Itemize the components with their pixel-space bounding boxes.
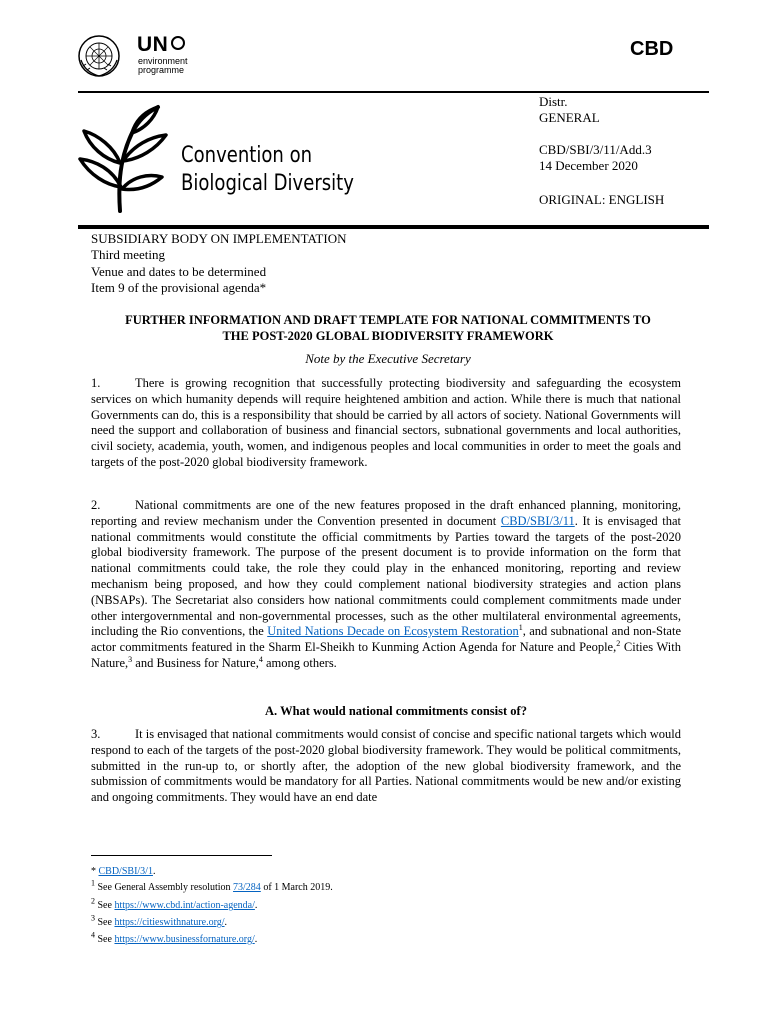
footnote-ref: 1 (518, 623, 523, 633)
paragraph-3 (91, 727, 681, 806)
distr-label: Distr. (539, 94, 568, 109)
footnote-mark: 3 (91, 913, 95, 923)
cbd-code: CBD (630, 38, 674, 60)
section-heading-a: A. What would national commitments consist of? (265, 704, 527, 718)
footnote-1 (91, 878, 333, 894)
document-title (91, 312, 685, 344)
link-cities-with-nature[interactable]: https://citieswithnature.org/ (114, 917, 225, 928)
footnote-separator (91, 855, 272, 856)
footnote-ref: 3 (128, 654, 133, 664)
link-cbd-action-agenda[interactable]: https://www.cbd.int/action-agenda/ (114, 900, 255, 911)
paragraph-1 (91, 376, 681, 471)
footnote-asterisk (91, 866, 155, 878)
original-language: ORIGINAL: ENGLISH (539, 192, 665, 207)
paragraph-text: National commitments are one of the new features proposed in the draft enhanced planning, monitoring, reporting and review mechanism under the Convention presented in document (91, 498, 681, 528)
header-rule-top (78, 91, 709, 93)
paragraph-text: , and subnational and non-State actor commitments featured in the Sharm El-Sheikh to Kunming Action Agenda for Nature and People, (91, 624, 681, 655)
cbd-plant-logo-icon (74, 103, 170, 213)
link-business-for-nature[interactable]: https://www.businessfornature.org/ (114, 934, 255, 945)
footnote-text: See (95, 917, 115, 928)
footnote-text: . (254, 934, 258, 945)
footnote-4 (91, 930, 258, 946)
footnote-text: See (95, 934, 115, 945)
link-cbd-sbi-3-1[interactable]: CBD/SBI/3/1 (98, 866, 153, 877)
distribution-value: GENERAL (539, 110, 600, 125)
footnote-mark: * (91, 866, 99, 877)
un-environment-line2: programme (138, 65, 185, 75)
meeting-venue: Venue and dates to be determined (91, 264, 267, 279)
link-cbd-sbi-3-11[interactable]: CBD/SBI/3/11 (500, 513, 575, 528)
paragraph-text: among others. (262, 655, 337, 670)
footnote-text: See (95, 900, 115, 911)
un-environment-line1: environment (138, 56, 188, 66)
footnote-mark: 4 (91, 930, 95, 940)
document-date: 14 December 2020 (539, 158, 638, 173)
footnote-mark: 1 (91, 878, 95, 888)
paragraph-2 (91, 498, 681, 672)
paragraph-text: It is envisaged that national commitments would consist of concise and specific national targets which would respond to each of the targets of the post-2020 global biodiversity framework. They would be political commitments, submitted in the run-up to, or shortly after, the adoption of the new global biodiversity framework, and the submission of commitments would be mandatory for all Parties. National commitments would be new and/or existing and ongoing commitments. They would have an end date (91, 727, 681, 805)
paragraph-number: 3. (91, 727, 101, 741)
convention-name-line1: Convention on (181, 143, 313, 168)
convention-name-line2: Biological Diversity (181, 171, 354, 196)
footnote-text: of 1 March 2019. (260, 882, 333, 893)
meeting-agenda-item: Item 9 of the provisional agenda* (91, 280, 267, 295)
paragraph-text: Cities With Nature, (91, 640, 681, 670)
footnote-text: . (224, 917, 228, 928)
paragraph-text: . It is envisaged that national commitments would constitute the official commitments by Parties toward the targets of the post-2020 global biodiversity framework. The purpose of the present document is to provide information on the form that national commitments could take, the role they could play in the enhanced monitoring, reporting and review mechanism being proposed, and how they could complement national biodiversity strategies and action plans (NBSAPs). The Secretariat also considers how national commitments could complement commitments made under other intergovernmental and non-governmental processes, such as the other multilateral environmental agreements, including the Rio conventions, the (91, 513, 681, 639)
footnote-2 (91, 896, 258, 912)
footnote-ref: 2 (616, 639, 621, 649)
meeting-body: SUBSIDIARY BODY ON IMPLEMENTATION (91, 231, 347, 246)
note-by-secretary: Note by the Executive Secretary (305, 351, 471, 366)
un-wordmark: UN (137, 34, 185, 55)
paragraph-text: and Business for Nature, (132, 655, 259, 670)
paragraph-text: There is growing recognition that successfully protecting biodiversity and safeguarding the ecosystem services on which humanity depends will require heightened ambition and action. While there is much that national Governments can do, this is a responsibility that should be carried by all actors of society. National Governments will need the support and collaboration of business and financial sectors, subnational governments and local authorities, civil society, academia, youth, women, and indigenous peoples and local communities in order to meet the goals and targets of the post-2020 global biodiversity framework. (91, 376, 681, 469)
footnote-text: . (254, 900, 258, 911)
meeting-session: Third meeting (91, 247, 166, 262)
paragraph-number: 1. (91, 376, 101, 390)
footnote-text: See General Assembly resolution (95, 882, 234, 893)
footnote-3 (91, 913, 228, 929)
un-globe-icon (171, 36, 185, 50)
paragraph-number: 2. (91, 498, 101, 512)
document-title-line1: FURTHER INFORMATION AND DRAFT TEMPLATE FOR NATIONAL COMMITMENTS TO (125, 313, 651, 327)
footnote-mark: 2 (91, 896, 95, 906)
link-resolution-73-284[interactable]: 73/284 (233, 882, 261, 893)
footnote-text: . (152, 866, 156, 877)
footnote-ref: 4 (258, 654, 263, 664)
document-title-line2: THE POST-2020 GLOBAL BIODIVERSITY FRAMEWORK (222, 329, 554, 343)
link-un-decade-ecosystem-restoration[interactable]: United Nations Decade on Ecosystem Restoration (267, 624, 519, 639)
un-emblem-icon (77, 34, 121, 78)
document-symbol: CBD/SBI/3/11/Add.3 (539, 142, 652, 157)
header-rule-bottom (78, 225, 709, 229)
